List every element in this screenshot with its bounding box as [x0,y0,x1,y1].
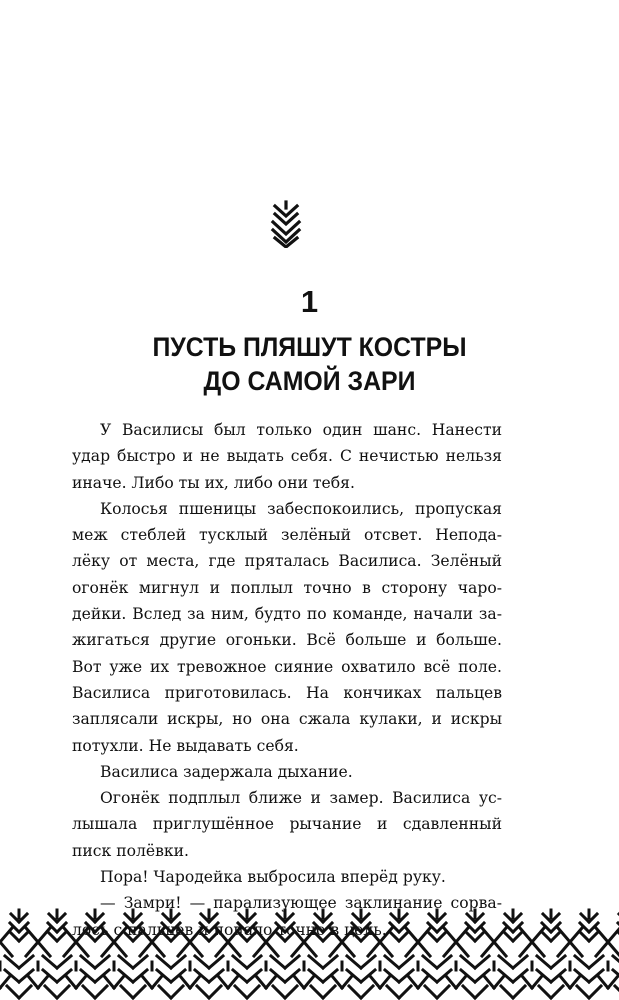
text-line: огонёк мигнул и поплыл точно в сторону чаро- [72,578,502,597]
folk-wheat-ornament-icon [265,200,307,248]
text-line: писк полёвки. [72,841,190,860]
text-line: Василиса приготовилась. На кончиках пальцев [72,683,502,702]
text-line: иначе. Либо ты их, либо они тебя. [72,473,355,492]
text-line: лёку от места, где пряталась Василиса. Зелёный [72,552,502,571]
paragraph [72,496,502,759]
paragraph [72,864,502,890]
paragraph [72,417,502,496]
folk-pattern-border-icon [0,906,619,1000]
text-line: жигаться другие огоньки. Всё больше и больше. [72,631,502,650]
text-line: Вот уже их тревожное сияние охватило всё поле. [72,657,502,676]
text-line: лось с пальцев и попало точно в цель. [72,920,387,939]
text-line: потухли. Не выдавать себя. [72,736,299,755]
text-line: лышала приглушённое рычание и сдавленный [72,815,502,834]
chapter-title [0,330,619,398]
chapter-body-text [72,417,502,943]
paragraph [72,785,502,864]
text-line: Колосья пшеницы забеспокоились, пропуская [100,499,502,518]
chapter-title-line-1: ПУСТЬ ПЛЯШУТ КОСТРЫ [152,332,467,362]
text-line: заплясали искры, но она сжала кулаки, и искры [72,710,502,729]
text-line: — Замри! — парализующее заклинание сорва- [100,894,502,913]
text-line: удар быстро и не выдать себя. С нечистью нельзя [72,447,502,466]
chapter-title-line-2: ДО САМОЙ ЗАРИ [203,366,416,396]
text-line: У Василисы был только один шанс. Нанести [100,421,502,439]
text-line: меж стеблей тусклый зелёный отсвет. Непода- [72,526,502,545]
text-line: дейки. Вслед за ним, будто по команде, начали за- [72,605,502,624]
chapter-number: 1 [300,284,319,319]
text-line: Огонёк подплыл ближе и замер. Василиса ус- [100,789,502,808]
paragraph [72,759,502,785]
text-line: Пора! Чародейка выбросила вперёд руку. [100,868,446,887]
text-line: Василиса задержала дыхание. [100,762,353,781]
